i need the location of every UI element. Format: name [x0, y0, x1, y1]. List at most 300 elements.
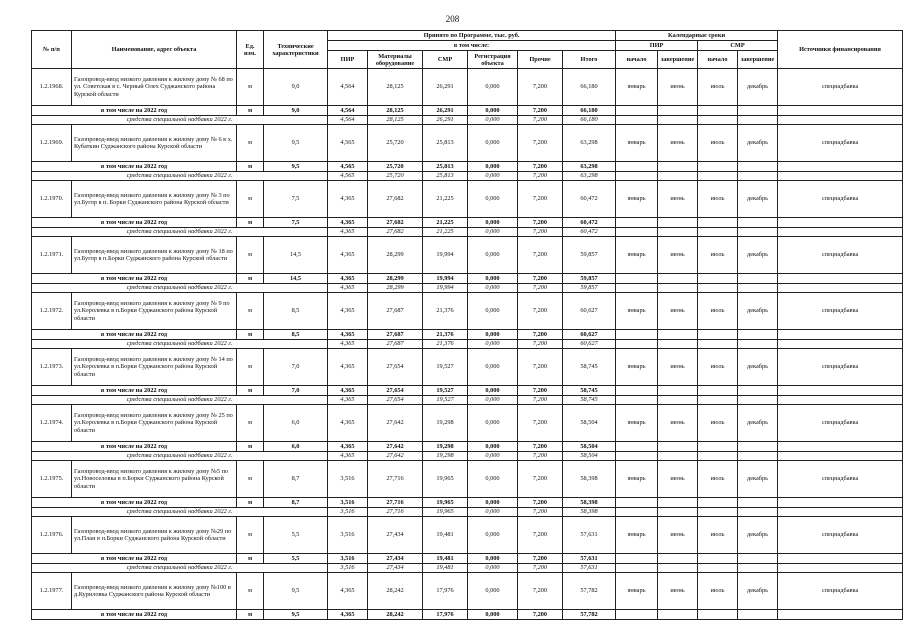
- funding-label: средства специальной надбавки 2022 г.: [32, 172, 328, 181]
- smr-end-cell: декабрь: [738, 69, 778, 106]
- row-number: 1.2.1975.: [32, 461, 72, 498]
- subtotal-reg: 0,000: [468, 162, 518, 172]
- funding-pir: 3,516: [328, 564, 368, 573]
- smr-end-cell: декабрь: [738, 125, 778, 162]
- empty-cell: [778, 396, 903, 405]
- empty-cell: [778, 498, 903, 508]
- funding-other: 7,200: [518, 284, 563, 293]
- funding-total: 60,472: [563, 228, 616, 237]
- empty-cell: [738, 452, 778, 461]
- empty-cell: [738, 106, 778, 116]
- total-cell: 63,298: [563, 125, 616, 162]
- empty-cell: [658, 554, 698, 564]
- table-row: [32, 405, 903, 442]
- subtotal-tech: 6,0: [264, 442, 328, 452]
- empty-cell: [698, 116, 738, 125]
- subtotal-total: 57,631: [563, 554, 616, 564]
- unit-cell: м: [237, 461, 264, 498]
- table-row: [32, 461, 903, 498]
- subtotal-pir: 4,365: [328, 442, 368, 452]
- funding-total: 59,857: [563, 284, 616, 293]
- reg-cell: 0,000: [468, 349, 518, 386]
- smr-cell: 19,481: [423, 517, 468, 554]
- header-unit: Ед. изм.: [237, 31, 264, 69]
- object-name: Газопровод-ввод низкого давления к жилому дому № 18 по ул.Бугор в п.Борки Суджанского района Курской области: [72, 237, 237, 274]
- source-cell: спецнадбавка: [778, 405, 903, 442]
- unit-cell: м: [237, 573, 264, 610]
- subtotal-reg: 0,000: [468, 330, 518, 340]
- empty-cell: [698, 610, 738, 620]
- unit-cell: м: [237, 293, 264, 330]
- header-pir: ПИР: [328, 51, 368, 69]
- empty-cell: [738, 218, 778, 228]
- object-name: Газопровод-ввод низкого давления к жилому дому № 9 по ул.Королевка в п.Борки Суджанского района Курской области: [72, 293, 237, 330]
- smr-cell: 19,527: [423, 349, 468, 386]
- empty-cell: [658, 228, 698, 237]
- subtotal-pir: 4,565: [328, 162, 368, 172]
- source-cell: спецнадбавка: [778, 517, 903, 554]
- subtotal-total: 59,857: [563, 274, 616, 284]
- empty-cell: [616, 274, 658, 284]
- smr-end-cell: декабрь: [738, 349, 778, 386]
- funding-row: [32, 116, 903, 125]
- subtotal-other: 7,200: [518, 442, 563, 452]
- empty-cell: [778, 172, 903, 181]
- pir-cell: 3,516: [328, 517, 368, 554]
- subtotal-row: [32, 386, 903, 396]
- subtotal-tech: 8,5: [264, 330, 328, 340]
- unit-cell: м: [237, 125, 264, 162]
- funding-pir: 3,516: [328, 508, 368, 517]
- funding-smr: 25,813: [423, 172, 468, 181]
- program-table: [31, 30, 903, 620]
- empty-cell: [698, 284, 738, 293]
- empty-cell: [658, 330, 698, 340]
- subtotal-mat: 27,642: [368, 442, 423, 452]
- funding-label: средства специальной надбавки 2022 г.: [32, 116, 328, 125]
- empty-cell: [658, 564, 698, 573]
- pir-cell: 4,365: [328, 237, 368, 274]
- subtotal-total: 58,504: [563, 442, 616, 452]
- subtotal-other: 7,200: [518, 330, 563, 340]
- header-smr: СМР: [423, 51, 468, 69]
- tech-cell: 8,5: [264, 293, 328, 330]
- funding-mat: 27,687: [368, 340, 423, 349]
- smr-end-cell: декабрь: [738, 461, 778, 498]
- smr-cell: 26,291: [423, 69, 468, 106]
- pir-start-cell: январь: [616, 181, 658, 218]
- reg-cell: 0,000: [468, 125, 518, 162]
- subtotal-unit: м: [237, 610, 264, 620]
- header-cal-smr: СМР: [698, 41, 778, 51]
- funding-row: [32, 340, 903, 349]
- subtotal-other: 7,200: [518, 218, 563, 228]
- funding-smr: 19,298: [423, 452, 468, 461]
- subtotal-label: в том числе на 2022 год: [32, 274, 237, 284]
- funding-total: 58,398: [563, 508, 616, 517]
- funding-row: [32, 172, 903, 181]
- total-cell: 66,180: [563, 69, 616, 106]
- subtotal-pir: 3,516: [328, 554, 368, 564]
- subtotal-tech: 7,0: [264, 386, 328, 396]
- funding-pir: 4,564: [328, 116, 368, 125]
- reg-cell: 0,000: [468, 293, 518, 330]
- subtotal-tech: 8,7: [264, 498, 328, 508]
- smr-start-cell: июль: [698, 405, 738, 442]
- empty-cell: [658, 284, 698, 293]
- empty-cell: [778, 340, 903, 349]
- other-cell: 7,200: [518, 573, 563, 610]
- row-number: 1.2.1971.: [32, 237, 72, 274]
- empty-cell: [778, 116, 903, 125]
- object-name: Газопровод-ввод низкого давления к жилому дому №100 в д.Куриловка Суджанского района Курской области: [72, 573, 237, 610]
- funding-mat: 27,682: [368, 228, 423, 237]
- pir-cell: 4,365: [328, 349, 368, 386]
- empty-cell: [616, 228, 658, 237]
- empty-cell: [738, 340, 778, 349]
- subtotal-row: [32, 274, 903, 284]
- empty-cell: [698, 554, 738, 564]
- subtotal-smr: 19,965: [423, 498, 468, 508]
- subtotal-pir: 4,365: [328, 218, 368, 228]
- subtotal-row: [32, 554, 903, 564]
- object-name: Газопровод-ввод низкого давления к жилому дому №29 по ул.План в п.Борки Суджанского района Курской области: [72, 517, 237, 554]
- empty-cell: [738, 386, 778, 396]
- empty-cell: [738, 554, 778, 564]
- table-row: [32, 237, 903, 274]
- smr-start-cell: июль: [698, 573, 738, 610]
- row-number: 1.2.1976.: [32, 517, 72, 554]
- other-cell: 7,200: [518, 293, 563, 330]
- smr-cell: 19,994: [423, 237, 468, 274]
- funding-row: [32, 452, 903, 461]
- mat-cell: 25,720: [368, 125, 423, 162]
- subtotal-unit: м: [237, 442, 264, 452]
- funding-pir: 4,365: [328, 284, 368, 293]
- smr-start-cell: июль: [698, 293, 738, 330]
- empty-cell: [658, 340, 698, 349]
- header-smr-end: завершение: [738, 51, 778, 69]
- funding-reg: 0,000: [468, 116, 518, 125]
- funding-other: 7,200: [518, 116, 563, 125]
- funding-pir: 4,565: [328, 172, 368, 181]
- table-row: [32, 573, 903, 610]
- subtotal-unit: м: [237, 162, 264, 172]
- subtotal-reg: 0,000: [468, 498, 518, 508]
- funding-mat: 25,720: [368, 172, 423, 181]
- row-number: 1.2.1969.: [32, 125, 72, 162]
- table-row: [32, 293, 903, 330]
- pir-start-cell: январь: [616, 69, 658, 106]
- reg-cell: 0,000: [468, 405, 518, 442]
- subtotal-label: в том числе на 2022 год: [32, 386, 237, 396]
- funding-smr: 26,291: [423, 116, 468, 125]
- smr-end-cell: декабрь: [738, 405, 778, 442]
- empty-cell: [698, 218, 738, 228]
- table-row: [32, 517, 903, 554]
- row-number: 1.2.1973.: [32, 349, 72, 386]
- total-cell: 57,631: [563, 517, 616, 554]
- empty-cell: [616, 498, 658, 508]
- object-name: Газопровод-ввод низкого давления к жилому дому №5 по ул.Новоселовка в п.Борки Суджанского района Курской области: [72, 461, 237, 498]
- subtotal-pir: 4,365: [328, 330, 368, 340]
- mat-cell: 28,242: [368, 573, 423, 610]
- header-pir-start: начало: [616, 51, 658, 69]
- smr-end-cell: декабрь: [738, 573, 778, 610]
- empty-cell: [778, 564, 903, 573]
- empty-cell: [658, 218, 698, 228]
- subtotal-unit: м: [237, 554, 264, 564]
- funding-row: [32, 564, 903, 573]
- funding-row: [32, 228, 903, 237]
- source-cell: спецнадбавка: [778, 237, 903, 274]
- empty-cell: [738, 116, 778, 125]
- tech-cell: 9,0: [264, 69, 328, 106]
- smr-cell: 17,976: [423, 573, 468, 610]
- pir-start-cell: январь: [616, 461, 658, 498]
- empty-cell: [698, 330, 738, 340]
- mat-cell: 28,125: [368, 69, 423, 106]
- subtotal-label: в том числе на 2022 год: [32, 330, 237, 340]
- smr-cell: 19,965: [423, 461, 468, 498]
- mat-cell: 27,642: [368, 405, 423, 442]
- empty-cell: [698, 172, 738, 181]
- smr-start-cell: июль: [698, 69, 738, 106]
- object-name: Газопровод-ввод низкого давления к жилому дому № 14 по ул.Королевка в п.Борки Суджанского района Курской области: [72, 349, 237, 386]
- subtotal-tech: 9,0: [264, 106, 328, 116]
- subtotal-tech: 5,5: [264, 554, 328, 564]
- tech-cell: 6,0: [264, 405, 328, 442]
- funding-reg: 0,000: [468, 564, 518, 573]
- unit-cell: м: [237, 237, 264, 274]
- empty-cell: [616, 330, 658, 340]
- reg-cell: 0,000: [468, 237, 518, 274]
- pir-end-cell: июнь: [658, 293, 698, 330]
- other-cell: 7,200: [518, 405, 563, 442]
- subtotal-row: [32, 218, 903, 228]
- subtotal-smr: 17,976: [423, 610, 468, 620]
- pir-start-cell: январь: [616, 237, 658, 274]
- total-cell: 58,398: [563, 461, 616, 498]
- subtotal-total: 60,627: [563, 330, 616, 340]
- pir-end-cell: июнь: [658, 405, 698, 442]
- funding-row: [32, 396, 903, 405]
- subtotal-mat: 27,682: [368, 218, 423, 228]
- funding-other: 7,200: [518, 340, 563, 349]
- empty-cell: [698, 498, 738, 508]
- subtotal-label: в том числе на 2022 год: [32, 610, 237, 620]
- pir-cell: 4,365: [328, 181, 368, 218]
- subtotal-other: 7,200: [518, 386, 563, 396]
- funding-label: средства специальной надбавки 2022 г.: [32, 452, 328, 461]
- funding-other: 7,200: [518, 508, 563, 517]
- subtotal-mat: 25,720: [368, 162, 423, 172]
- empty-cell: [778, 228, 903, 237]
- other-cell: 7,200: [518, 125, 563, 162]
- funding-smr: 21,225: [423, 228, 468, 237]
- header-incl: в том числе:: [328, 41, 616, 51]
- subtotal-pir: 4,365: [328, 274, 368, 284]
- header-calendar: Календарные сроки: [616, 31, 778, 41]
- pir-cell: 4,564: [328, 69, 368, 106]
- subtotal-mat: 28,242: [368, 610, 423, 620]
- other-cell: 7,200: [518, 181, 563, 218]
- subtotal-smr: 19,527: [423, 386, 468, 396]
- empty-cell: [778, 162, 903, 172]
- funding-reg: 0,000: [468, 228, 518, 237]
- mat-cell: 27,682: [368, 181, 423, 218]
- empty-cell: [658, 442, 698, 452]
- funding-label: средства специальной надбавки 2022 г.: [32, 228, 328, 237]
- mat-cell: 27,687: [368, 293, 423, 330]
- funding-label: средства специальной надбавки 2022 г.: [32, 396, 328, 405]
- source-cell: спецнадбавка: [778, 125, 903, 162]
- empty-cell: [616, 106, 658, 116]
- mat-cell: 27,654: [368, 349, 423, 386]
- smr-cell: 21,376: [423, 293, 468, 330]
- funding-pir: 4,365: [328, 228, 368, 237]
- subtotal-reg: 0,000: [468, 554, 518, 564]
- empty-cell: [616, 554, 658, 564]
- subtotal-row: [32, 610, 903, 620]
- funding-reg: 0,000: [468, 452, 518, 461]
- empty-cell: [778, 508, 903, 517]
- empty-cell: [738, 498, 778, 508]
- total-cell: 60,472: [563, 181, 616, 218]
- smr-end-cell: декабрь: [738, 293, 778, 330]
- subtotal-other: 7,200: [518, 498, 563, 508]
- smr-start-cell: июль: [698, 349, 738, 386]
- pir-start-cell: январь: [616, 405, 658, 442]
- subtotal-total: 57,782: [563, 610, 616, 620]
- empty-cell: [616, 442, 658, 452]
- funding-other: 7,200: [518, 228, 563, 237]
- subtotal-total: 58,745: [563, 386, 616, 396]
- header-reg: Регистрация объекта: [468, 51, 518, 69]
- subtotal-reg: 0,000: [468, 442, 518, 452]
- row-number: 1.2.1970.: [32, 181, 72, 218]
- subtotal-tech: 14,5: [264, 274, 328, 284]
- unit-cell: м: [237, 517, 264, 554]
- header-source: Источники финансирования: [778, 31, 903, 69]
- pir-start-cell: январь: [616, 125, 658, 162]
- mat-cell: 27,434: [368, 517, 423, 554]
- smr-start-cell: июль: [698, 181, 738, 218]
- header-other: Прочие: [518, 51, 563, 69]
- empty-cell: [738, 162, 778, 172]
- funding-total: 57,631: [563, 564, 616, 573]
- empty-cell: [738, 610, 778, 620]
- header-cal-pir: ПИР: [616, 41, 698, 51]
- funding-total: 60,627: [563, 340, 616, 349]
- unit-cell: м: [237, 69, 264, 106]
- empty-cell: [616, 610, 658, 620]
- pir-cell: 4,365: [328, 573, 368, 610]
- pir-cell: 4,365: [328, 293, 368, 330]
- pir-cell: 3,516: [328, 461, 368, 498]
- source-cell: спецнадбавка: [778, 573, 903, 610]
- subtotal-tech: 9,5: [264, 162, 328, 172]
- smr-start-cell: июль: [698, 125, 738, 162]
- subtotal-tech: 7,5: [264, 218, 328, 228]
- subtotal-mat: 27,687: [368, 330, 423, 340]
- empty-cell: [738, 442, 778, 452]
- empty-cell: [778, 452, 903, 461]
- source-cell: спецнадбавка: [778, 69, 903, 106]
- smr-end-cell: декабрь: [738, 181, 778, 218]
- empty-cell: [778, 218, 903, 228]
- funding-label: средства специальной надбавки 2022 г.: [32, 284, 328, 293]
- funding-other: 7,200: [518, 564, 563, 573]
- pir-end-cell: июнь: [658, 573, 698, 610]
- empty-cell: [616, 284, 658, 293]
- subtotal-smr: 19,994: [423, 274, 468, 284]
- empty-cell: [616, 396, 658, 405]
- empty-cell: [658, 106, 698, 116]
- row-number: 1.2.1974.: [32, 405, 72, 442]
- subtotal-unit: м: [237, 218, 264, 228]
- smr-end-cell: декабрь: [738, 517, 778, 554]
- header-tech: Технические характеристики: [264, 31, 328, 69]
- pir-cell: 4,365: [328, 405, 368, 442]
- subtotal-row: [32, 442, 903, 452]
- pir-end-cell: июнь: [658, 517, 698, 554]
- table-row: [32, 181, 903, 218]
- subtotal-pir: 4,564: [328, 106, 368, 116]
- empty-cell: [698, 228, 738, 237]
- reg-cell: 0,000: [468, 181, 518, 218]
- funding-row: [32, 284, 903, 293]
- empty-cell: [658, 172, 698, 181]
- header-pir-end: завершение: [658, 51, 698, 69]
- empty-cell: [778, 442, 903, 452]
- object-name: Газопровод-ввод низкого давления к жилому дому № 25 по ул.Королевка в п.Борки Суджанского района Курской области: [72, 405, 237, 442]
- subtotal-label: в том числе на 2022 год: [32, 442, 237, 452]
- empty-cell: [738, 330, 778, 340]
- empty-cell: [698, 274, 738, 284]
- empty-cell: [698, 396, 738, 405]
- smr-start-cell: июль: [698, 237, 738, 274]
- subtotal-unit: м: [237, 274, 264, 284]
- funding-mat: 27,642: [368, 452, 423, 461]
- subtotal-other: 7,200: [518, 162, 563, 172]
- funding-smr: 21,376: [423, 340, 468, 349]
- funding-smr: 19,965: [423, 508, 468, 517]
- total-cell: 59,857: [563, 237, 616, 274]
- subtotal-label: в том числе на 2022 год: [32, 554, 237, 564]
- empty-cell: [778, 284, 903, 293]
- reg-cell: 0,000: [468, 461, 518, 498]
- total-cell: 60,627: [563, 293, 616, 330]
- empty-cell: [616, 116, 658, 125]
- funding-total: 58,504: [563, 452, 616, 461]
- header-materials: Материалы оборудование: [368, 51, 423, 69]
- subtotal-unit: м: [237, 498, 264, 508]
- funding-total: 58,745: [563, 396, 616, 405]
- smr-end-cell: декабрь: [738, 237, 778, 274]
- pir-start-cell: январь: [616, 349, 658, 386]
- empty-cell: [738, 508, 778, 517]
- funding-mat: 27,654: [368, 396, 423, 405]
- other-cell: 7,200: [518, 237, 563, 274]
- subtotal-pir: 4,365: [328, 386, 368, 396]
- subtotal-other: 7,200: [518, 554, 563, 564]
- empty-cell: [778, 274, 903, 284]
- subtotal-mat: 27,654: [368, 386, 423, 396]
- empty-cell: [616, 162, 658, 172]
- header-smr-start: начало: [698, 51, 738, 69]
- empty-cell: [658, 274, 698, 284]
